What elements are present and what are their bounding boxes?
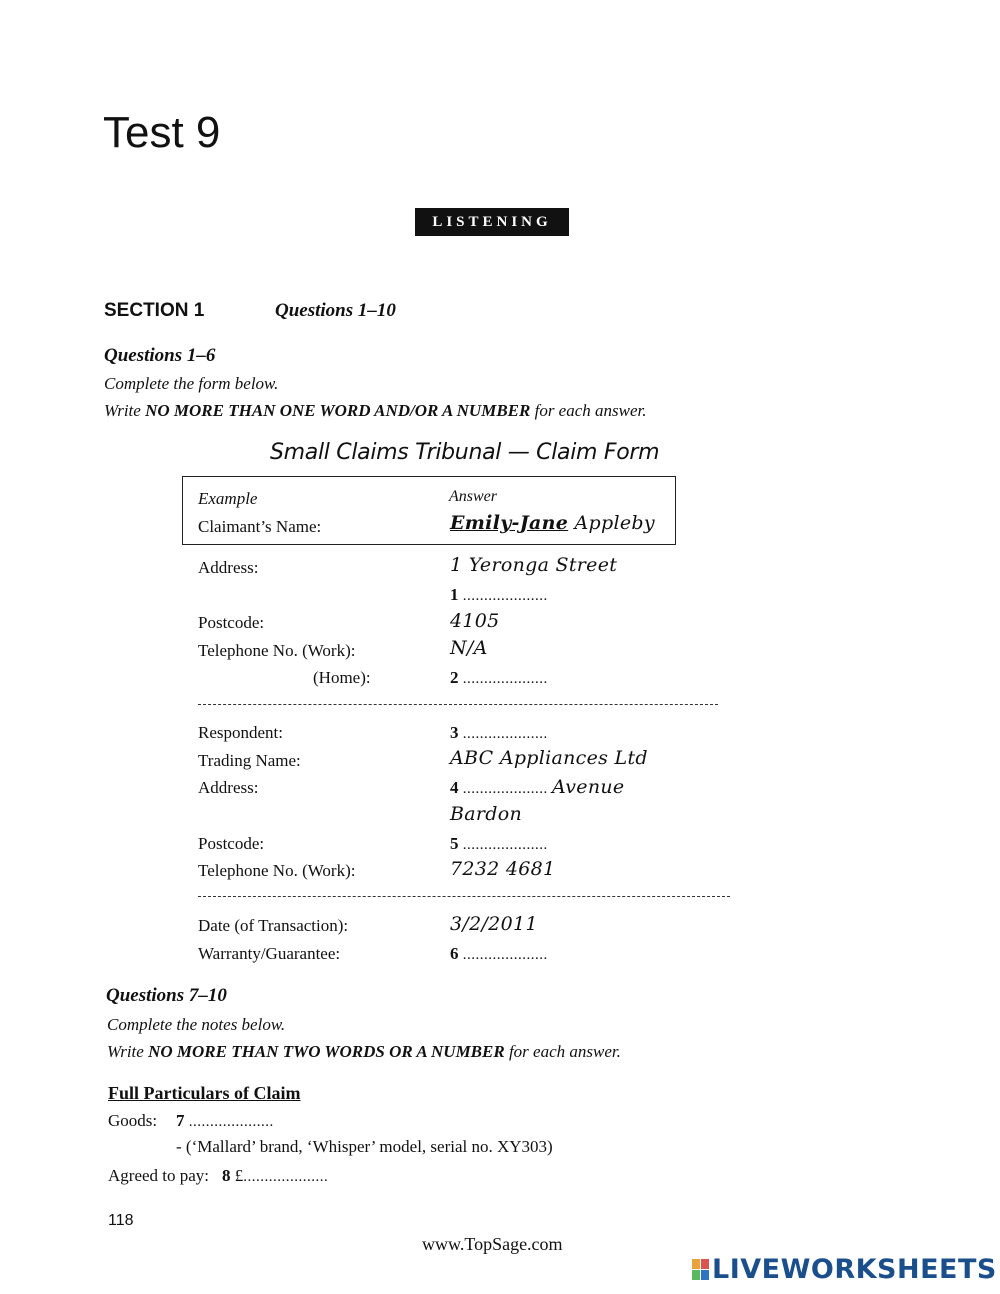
question-number-4: 4 (450, 778, 459, 797)
postcode-label: Postcode: (198, 613, 265, 632)
date-label: Date (of Transaction): (198, 916, 349, 935)
question-number-7: 7 (176, 1111, 185, 1130)
listening-badge: LISTENING (415, 208, 569, 236)
part2-instruction-2-pre: Write (107, 1042, 149, 1061)
answer-label: Answer (449, 488, 497, 505)
part2-instruction-2-post: for each answer. (504, 1042, 621, 1061)
answer-dots: .................... (462, 588, 548, 604)
trading-name-label: Trading Name: (198, 751, 301, 770)
liveworksheets-logo (692, 1254, 997, 1285)
part2-instruction-2 (107, 1042, 621, 1062)
form-title: Small Claims Tribunal — Claim Form (270, 440, 660, 465)
answer-blank-1[interactable] (450, 585, 548, 605)
claimant-name-label: Claimant’s Name: (198, 517, 322, 536)
date-value: 3/2/2011 (450, 913, 538, 935)
telephone-home-label: (Home): (313, 668, 371, 687)
claimant-name-value (450, 512, 655, 534)
liveworksheets-brand: LIVEWORKSHEETS (712, 1254, 997, 1285)
address-value: 1 Yeronga Street (450, 554, 618, 576)
answer-blank-2[interactable] (450, 668, 548, 688)
questions-7-10-heading: Questions 7–10 (106, 985, 227, 1006)
answer-dots: .................... (243, 1169, 329, 1185)
agreed-to-pay-label: Agreed to pay: (108, 1166, 210, 1185)
trading-name-value: ABC Appliances Ltd (450, 747, 648, 769)
part1-instruction-2-bold: NO MORE THAN ONE WORD AND/OR A NUMBER (145, 401, 531, 420)
currency-symbol: £ (234, 1166, 244, 1185)
page-title: Test 9 (103, 108, 221, 157)
part2-instruction-1: Complete the notes below. (107, 1015, 286, 1034)
liveworksheets-logo-icon (692, 1259, 709, 1280)
answer-blank-3[interactable] (450, 723, 548, 743)
example-label: Example (198, 489, 258, 508)
claimant-last-name: Appleby (574, 512, 655, 534)
section-divider (198, 704, 718, 705)
address-label: Address: (198, 558, 259, 577)
question-number-6: 6 (450, 944, 459, 963)
answer-dots: .................... (462, 781, 548, 797)
answer-dots: .................... (462, 671, 548, 687)
respondent-postcode-label: Postcode: (198, 834, 265, 853)
part1-instruction-2-post: for each answer. (530, 401, 647, 420)
question-number-1: 1 (450, 585, 459, 604)
answer-dots: .................... (462, 726, 548, 742)
section-title: SECTION 1 (104, 300, 205, 321)
footer-url: www.TopSage.com (422, 1234, 563, 1254)
goods-label: Goods: (108, 1111, 158, 1130)
question-number-2: 2 (450, 668, 459, 687)
street-suffix: Avenue (552, 776, 625, 798)
postcode-value: 4105 (450, 610, 500, 632)
question-number-8: 8 (222, 1166, 231, 1185)
respondent-telephone-value: 7232 4681 (450, 858, 556, 880)
page-number: 118 (108, 1212, 134, 1229)
claimant-first-name: Emily-Jane (450, 512, 569, 534)
part2-instruction-2-bold: NO MORE THAN TWO WORDS OR A NUMBER (148, 1042, 505, 1061)
answer-dots: .................... (188, 1114, 274, 1130)
part1-instruction-2-pre: Write (104, 401, 146, 420)
suburb-value: Bardon (450, 803, 523, 825)
respondent-telephone-label: Telephone No. (Work): (198, 861, 356, 880)
question-number-3: 3 (450, 723, 459, 742)
section-range: Questions 1–10 (275, 300, 396, 321)
question-number-5: 5 (450, 834, 459, 853)
telephone-work-label: Telephone No. (Work): (198, 641, 356, 660)
notes-title: Full Particulars of Claim (108, 1083, 301, 1103)
answer-dots: .................... (462, 947, 548, 963)
questions-1-6-heading: Questions 1–6 (104, 345, 216, 366)
goods-detail: - (‘Mallard’ brand, ‘Whisper’ model, serial no. XY303) (176, 1137, 553, 1156)
respondent-label: Respondent: (198, 723, 283, 742)
answer-dots: .................... (462, 837, 548, 853)
warranty-label: Warranty/Guarantee: (198, 944, 341, 963)
telephone-work-value: N/A (450, 637, 488, 659)
section-divider (198, 896, 730, 897)
answer-blank-6[interactable] (450, 944, 548, 964)
answer-blank-4[interactable] (450, 776, 624, 798)
answer-blank-5[interactable] (450, 834, 548, 854)
part1-instruction-2 (104, 401, 647, 421)
part1-instruction-1: Complete the form below. (104, 374, 279, 393)
respondent-address-label: Address: (198, 778, 259, 797)
answer-blank-8[interactable] (222, 1166, 328, 1186)
answer-blank-7[interactable] (176, 1111, 274, 1131)
